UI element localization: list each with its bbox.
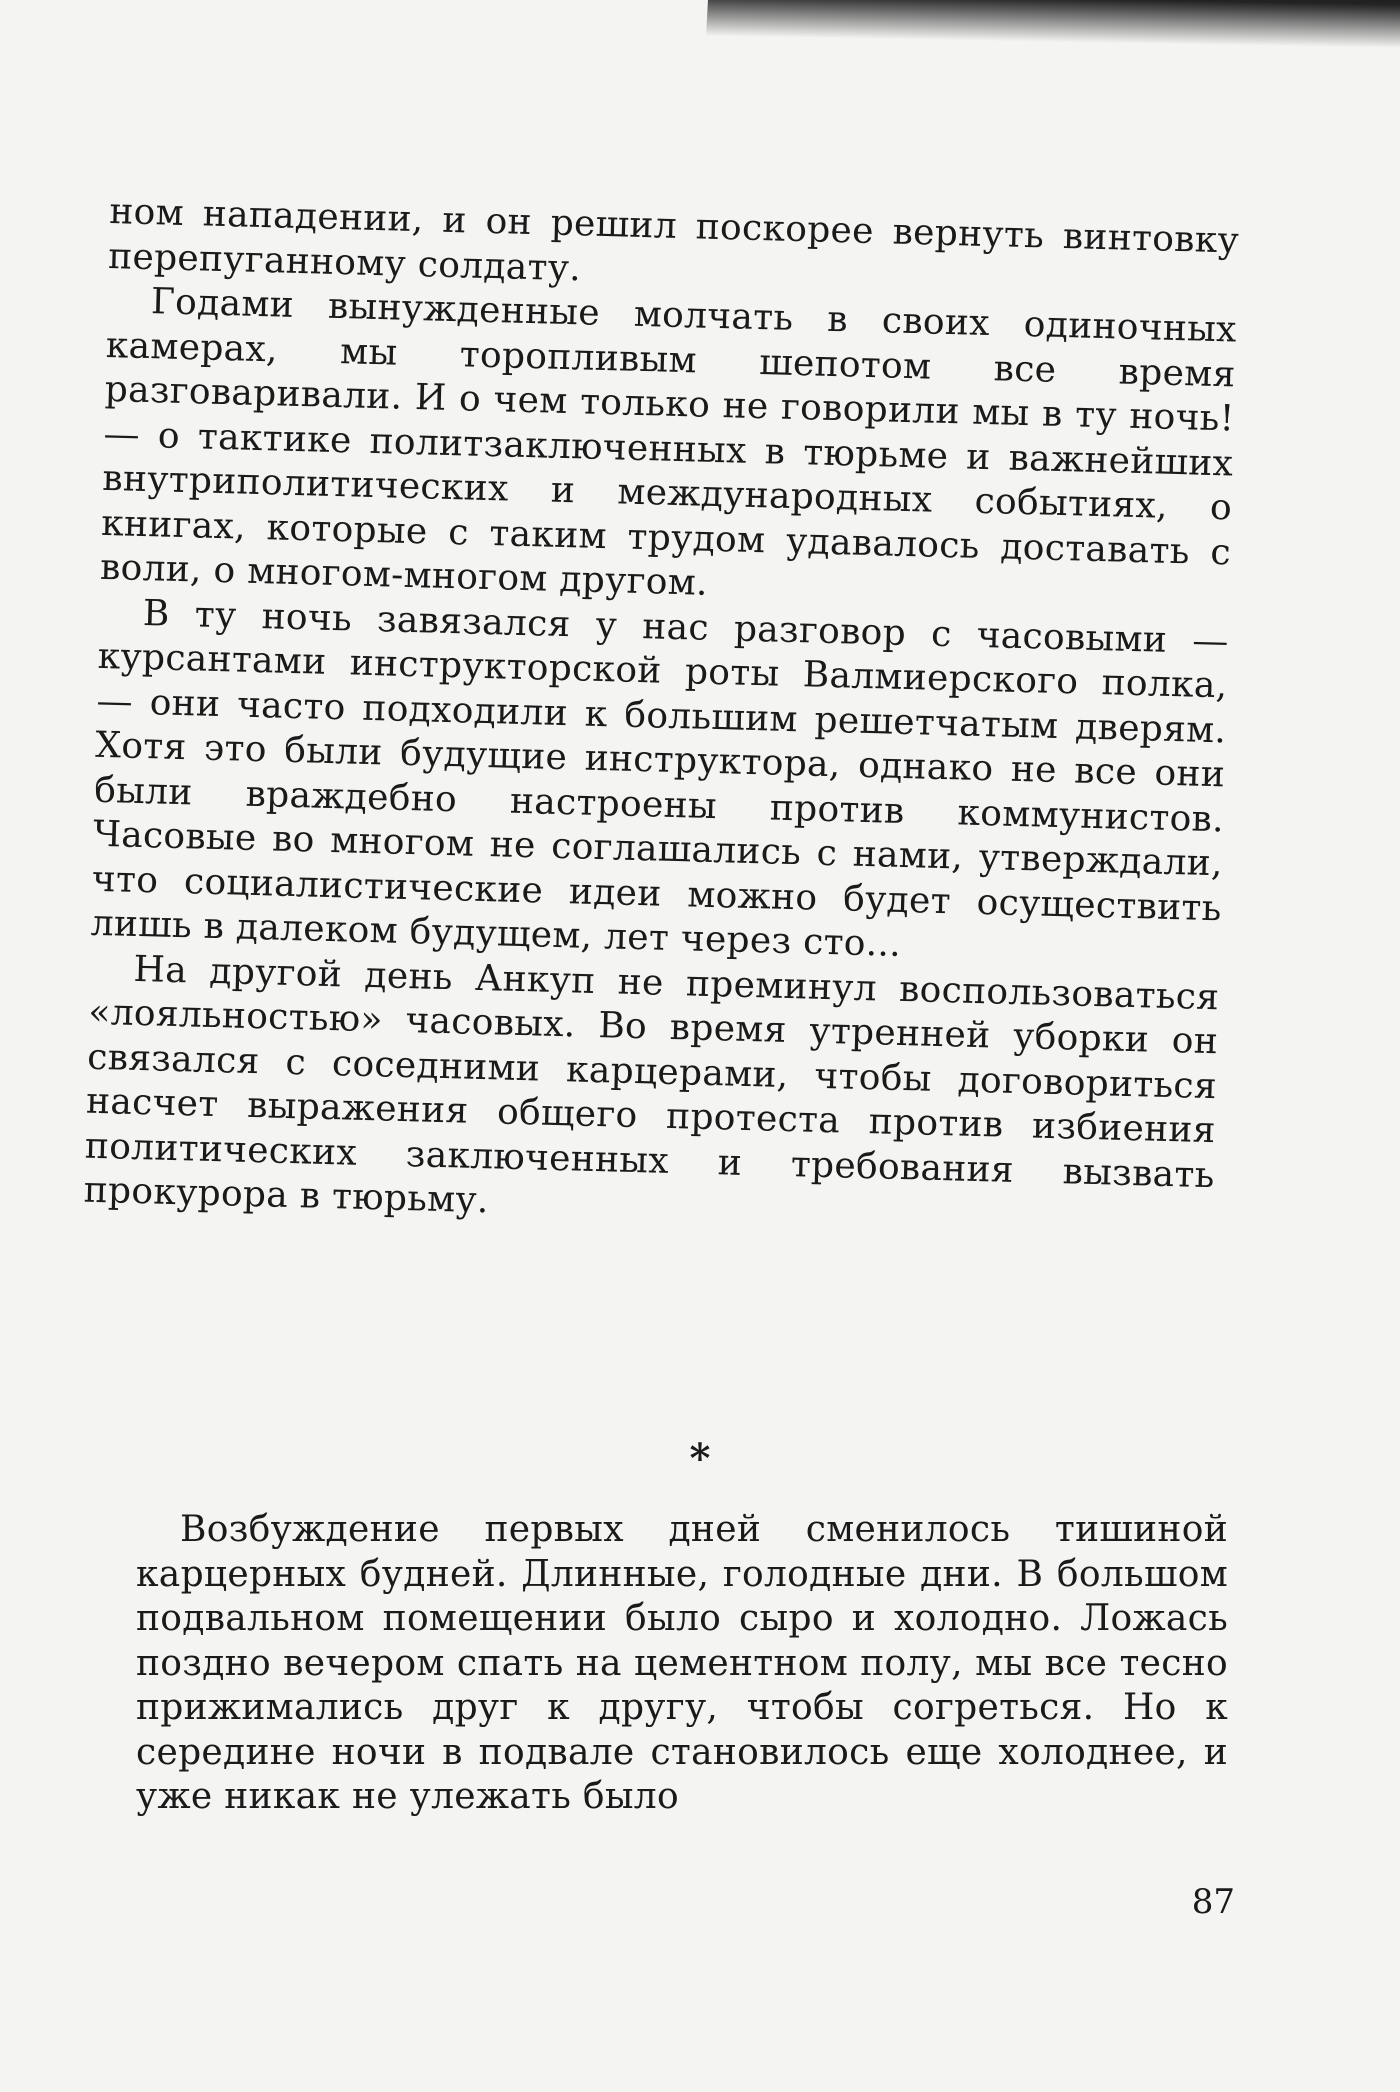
section-break-asterisk: *	[689, 1435, 711, 1482]
paragraph-4: На другой день Анкуп не преминул воспользоваться «лояльностью» часовых. Во время утренней уборки он связался с соседними карцерами, чтобы договориться насчет выражения общего протеста против избиения политических заключенных и требования вызвать прокурора в тюрьму.	[83, 948, 1220, 1222]
page-number: 87	[1191, 1882, 1235, 1922]
paragraph-2: Годами вынужденные молчать в своих одиночных камерах, мы торопливым шепотом все время разговаривали. И о чем только не говорили мы в ту ночь! — о тактике политзаключенных в тюрьме и важнейших внутриполитических и международных событиях, о книгах, которые с таким трудом удавалось доставать с воли, о многом-многом другом.	[99, 281, 1238, 604]
text-block-bottom	[136, 1508, 1228, 1820]
text-block-top	[83, 190, 1239, 1243]
paragraph-5: Возбуждение первых дней сменилось тишиной карцерных будней. Длинные, голодные дни. В большом подвальном помещении было сыро и холодно. Ложась поздно вечером спать на цементном полу, мы все тесно прижимались друг к другу, чтобы согреться. Но к середине ночи в подвале становилось еще холоднее, и уже никак не улежать было	[136, 1509, 1228, 1817]
page-corner-shadow	[706, 0, 1400, 80]
paragraph-3: В ту ночь завязался у нас разговор с часовыми — курсантами инструкторской роты Валмиерского полка, — они часто подходили к большим решетчатым дверям. Хотя это были будущие инструктора, однако не все они были враждебно настроены против коммунистов. Часовые во многом не соглашались с нами, утверждали, что социалистические идеи можно будет осуществить лишь в далеком будущем, лет через сто...	[90, 592, 1230, 965]
paragraph-1: ном нападении, и он решил поскорее вернуть винтовку перепуганному солдату.	[107, 190, 1240, 289]
